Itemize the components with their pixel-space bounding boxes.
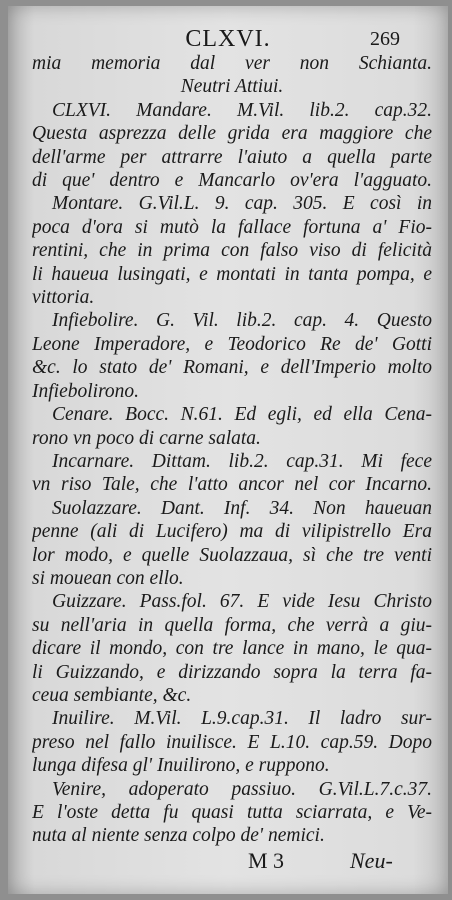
text-line: poca d'ora si mutò la fallace fortuna a' Fio- xyxy=(32,216,432,238)
entry-line: Venire, adoperato passiuo. G.Vil.L.7.c.37. xyxy=(52,778,432,800)
text-line: lunga difesa gl' Inuilirono, e ruppono. xyxy=(32,755,330,777)
text-line: Infiebolirono. xyxy=(32,380,140,402)
entry-line: Inuilire. M.Vil. L.9.cap.31. Il ladro sur- xyxy=(52,708,432,730)
entry-line: Suolazzare. Dant. Inf. 34. Non haueuan xyxy=(52,497,432,519)
text-line: vn riso Tale, che l'atto ancor nel cor Incarno. xyxy=(32,474,432,496)
text-line: su nell'aria in quella forma, che verrà a giu- xyxy=(32,614,432,636)
entry-line: CLXVI. Mandare. M.Vil. lib.2. cap.32. xyxy=(52,99,432,121)
text-line: mia memoria dal ver non Schianta. xyxy=(32,53,432,74)
text-line: li haueua lusingati, e montati in tanta pompa, e xyxy=(32,263,432,285)
text-line: preso nel fallo inuilisce. E L.10. cap.59. Dopo xyxy=(32,731,432,753)
text-line: Leone Imperadore, e Teodorico Re de' Gotti xyxy=(32,333,432,355)
text-line: li Guizzando, e dirizzando sopra la terra fa- xyxy=(32,661,432,683)
entry-line: Guizzare. Pass.fol. 67. E vide Iesu Christo xyxy=(52,591,432,613)
text-line: penne (ali di Lucifero) ma di vilipistrello Era xyxy=(32,521,432,543)
text-line: dell'arme per attrarre l'aiuto a quella parte xyxy=(32,146,432,168)
text-line: di que' dentro e Mancarlo ov'era l'agguato. xyxy=(32,170,432,192)
book-page xyxy=(8,6,448,894)
text-line: ceua sembiante, &c. xyxy=(32,684,192,706)
entry-line: Cenare. Bocc. N.61. Ed egli, ed ella Cena- xyxy=(52,404,432,426)
page-footer xyxy=(8,848,448,878)
text-line: lor modo, e quelle Suolazzaua, sì che tre venti xyxy=(32,544,432,566)
text-line: si mouean con ello. xyxy=(32,567,184,589)
entry-line: Infiebolire. G. Vil. lib.2. cap. 4. Questo xyxy=(52,310,432,332)
entry-line: Incarnare. Dittam. lib.2. cap.31. Mi fece xyxy=(52,450,432,472)
text-line: &c. lo stato de' Romani, e dell'Imperio molto xyxy=(32,357,432,379)
running-head: CLXVI. xyxy=(185,26,271,52)
catchword: Neu- xyxy=(350,848,393,873)
section-heading: Neutri Attiui. xyxy=(180,76,284,98)
body-text xyxy=(32,52,432,848)
text-line: nuta al niente senza colpo de' nemici. xyxy=(32,825,325,847)
text-line: E l'oste detta fu quasi tutta sciarrata, e Ve- xyxy=(32,802,432,823)
text-line: vittoria. xyxy=(32,287,95,309)
entry-line: Montare. G.Vil.L. 9. cap. 305. E così in xyxy=(52,193,432,215)
text-line: rono vn poco di carne salata. xyxy=(32,427,261,449)
text-line: Questa asprezza delle grida era maggiore che xyxy=(32,123,432,145)
signature-mark: M 3 xyxy=(248,848,285,873)
text-line: dicare il mondo, con tre lance in mano, le qua- xyxy=(32,638,432,660)
page-number: 269 xyxy=(370,28,400,50)
text-line: rentini, che in prima con falso viso di felicità xyxy=(32,240,432,262)
